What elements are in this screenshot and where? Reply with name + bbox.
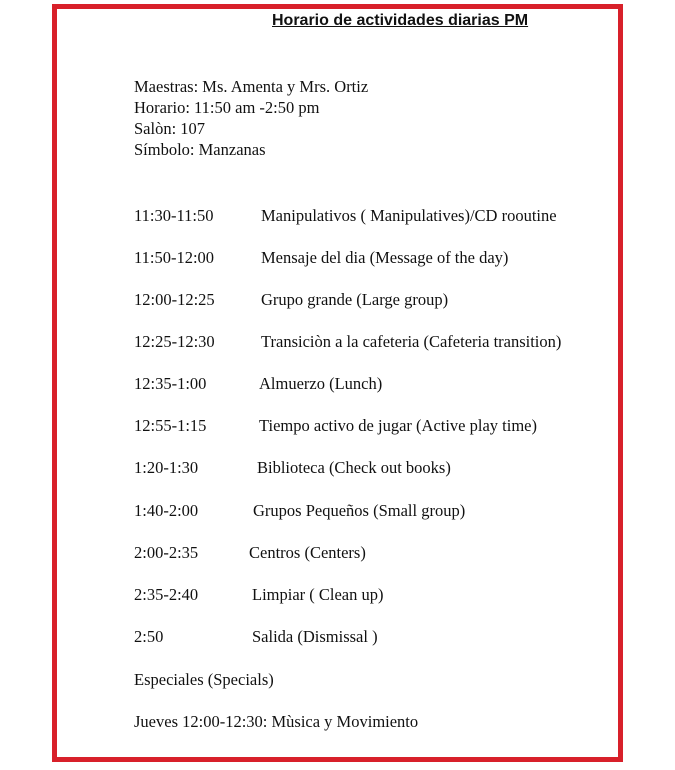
schedule-time: 2:35-2:40: [134, 585, 199, 604]
schedule-activity: Biblioteca (Check out books): [257, 458, 451, 477]
schedule-time: 11:30-11:50: [134, 206, 214, 225]
schedule-time: 11:50-12:00: [134, 248, 215, 267]
schedule-activity: Grupo grande (Large group): [261, 290, 449, 309]
specials-thursday: Jueves 12:00-12:30: Mùsica y Movimiento: [134, 712, 419, 731]
schedule-time: 1:40-2:00: [134, 501, 199, 520]
schedule-activity: Limpiar ( Clean up): [252, 585, 384, 604]
symbol-line: Símbolo: Manzanas: [134, 140, 266, 159]
schedule-time: 12:55-1:15: [134, 416, 207, 435]
schedule-time: 12:00-12:25: [134, 290, 215, 309]
schedule-time: 12:25-12:30: [134, 332, 215, 351]
schedule-activity: Mensaje del dia (Message of the day): [261, 248, 509, 267]
schedule-hours-line: Horario: 11:50 am -2:50 pm: [134, 98, 320, 117]
schedule-time: 12:35-1:00: [134, 374, 207, 393]
schedule-activity: Grupos Pequeños (Small group): [253, 501, 466, 520]
schedule-time: 2:00-2:35: [134, 543, 199, 562]
schedule-time: 2:50: [134, 627, 164, 646]
teachers-line: Maestras: Ms. Amenta y Mrs. Ortiz: [134, 77, 369, 96]
class-info: [134, 76, 368, 160]
schedule-activity: Transiciòn a la cafeteria (Cafeteria transition): [261, 332, 562, 351]
schedule-activity: Centros (Centers): [249, 543, 366, 562]
room-line: Salòn: 107: [134, 119, 206, 138]
schedule-time: 1:20-1:30: [134, 458, 199, 477]
specials-heading: Especiales (Specials): [134, 670, 274, 689]
schedule-activity: Salida (Dismissal ): [252, 627, 378, 646]
schedule-activity: Manipulativos ( Manipulatives)/CD rooutine: [261, 206, 557, 225]
schedule-activity: Almuerzo (Lunch): [259, 374, 383, 393]
page-title: Horario de actividades diarias PM: [272, 12, 529, 29]
schedule-activity: Tiempo activo de jugar (Active play time): [259, 416, 537, 435]
